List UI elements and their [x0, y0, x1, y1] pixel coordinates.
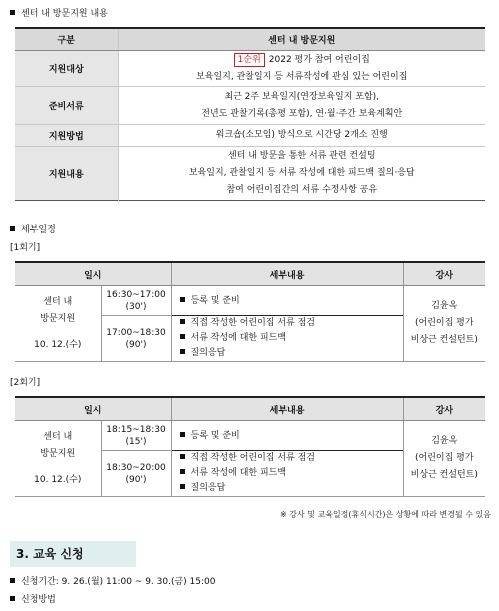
content-line: 센터 내 방문을 통한 서류 관련 컨설팅: [227, 151, 376, 161]
table-row: [15, 125, 485, 147]
square-bullet-icon: [180, 432, 185, 437]
section-heading-text: 세부일정: [21, 225, 56, 235]
detail-items: [171, 286, 403, 316]
row-label: 준비서류: [15, 87, 118, 125]
schedule-header-datetime: 일시: [15, 262, 171, 286]
content-line: 보육일지, 관찰일지 등 서류작성에 관심 있는 어린이집: [196, 71, 408, 82]
schedule-header-details: 세부내용: [171, 262, 403, 286]
place-line: 방문지원: [40, 313, 76, 324]
list-item-text: 등록 및 준비: [190, 430, 240, 441]
detail-items: [171, 451, 403, 497]
schedule-place-date: [15, 421, 101, 497]
lecturer-title: 비상근 컨설턴트): [410, 470, 478, 480]
time-slot: [101, 451, 171, 497]
lecturer-name: 김윤옥: [431, 436, 458, 446]
row-content: [118, 147, 485, 201]
time-slot: [101, 421, 171, 451]
list-item: [180, 294, 403, 308]
schedule-date: 10. 12.(수): [34, 339, 82, 350]
list-item: [180, 466, 403, 481]
list-item-text: 질의응답: [190, 483, 226, 493]
table-row: [15, 87, 485, 125]
list-item-text: 직접 작성한 어린이집 서류 점검: [190, 318, 315, 328]
square-bullet-icon: [180, 484, 185, 489]
square-bullet-icon: [10, 596, 15, 601]
apply-period-text: 신청기간: 9. 26.(월) 11:00 ~ 9. 30.(금) 15:00: [21, 577, 216, 587]
section-heading-apply: 3. 교육 신청: [10, 541, 136, 567]
duration: (90'): [125, 474, 147, 485]
section-heading-visit-support: [10, 6, 108, 19]
lecturer-title: (어린이집 평가: [414, 453, 474, 463]
list-item: [180, 481, 403, 496]
row-label: 지원방법: [15, 125, 118, 147]
detail-items: [171, 421, 403, 451]
table-row: [15, 421, 485, 451]
list-item: [180, 451, 403, 466]
time-range: 16:30~17:00: [106, 289, 166, 300]
square-bullet-icon: [180, 297, 185, 302]
priority-badge: 1순위: [234, 53, 265, 67]
square-bullet-icon: [10, 226, 15, 231]
schedule-table-round1: [15, 261, 485, 362]
apply-method: [10, 592, 56, 605]
square-bullet-icon: [180, 349, 185, 354]
lecturer-cell: [403, 421, 485, 497]
square-bullet-icon: [180, 454, 185, 459]
place-line: 센터 내: [43, 431, 73, 442]
time-range: 18:30~20:00: [106, 462, 166, 473]
content-line: 보육일지, 관찰일지 등 서류 작성에 대한 피드백 질의·응답: [188, 168, 415, 178]
schedule-note: ※ 강사 및 교육일정(휴식시간)은 상황에 따라 변경될 수 있음: [279, 510, 491, 519]
duration: (90'): [125, 339, 147, 350]
row-content: [118, 125, 485, 147]
apply-period: [10, 574, 215, 587]
section-heading-schedule: [10, 222, 56, 235]
content-line: 워크숍(소모임) 방식으로 시간당 2개소 진행: [215, 130, 388, 140]
time-slot: [101, 286, 171, 316]
schedule-place-date: [15, 286, 101, 362]
content-line: 최근 2주 보육일지(연장보육일지 포함),: [224, 91, 380, 102]
square-bullet-icon: [10, 10, 15, 15]
content-line: 전년도 관찰기록(총평 포함), 연·월·주간 보육계획안: [201, 108, 403, 119]
schedule-header-details: 세부내용: [171, 397, 403, 421]
list-item: [180, 429, 403, 443]
place-line: 방문지원: [40, 448, 76, 459]
table-row: [15, 51, 485, 87]
square-bullet-icon: [180, 334, 185, 339]
row-content: [118, 51, 485, 87]
square-bullet-icon: [180, 319, 185, 324]
list-item-text: 직접 작성한 어린이집 서류 점검: [190, 453, 315, 463]
round-label: [2회기]: [10, 378, 41, 388]
row-label: 지원대상: [15, 51, 118, 87]
schedule-date: 10. 12.(수): [34, 474, 82, 485]
list-item: [180, 331, 403, 346]
duration: (15'): [125, 436, 147, 447]
lecturer-cell: [403, 286, 485, 362]
content-line: 참여 어린이집간의 서류 수정사항 공유: [226, 185, 378, 195]
list-item: [180, 316, 403, 331]
schedule-header-lecturer: 강사: [403, 397, 485, 421]
table-header-category: 구분: [15, 28, 118, 51]
time-range: 18:15~18:30: [106, 424, 166, 435]
row-content: [118, 87, 485, 125]
section-heading-text: 센터 내 방문지원 내용: [21, 9, 108, 19]
detail-items: [171, 316, 403, 362]
square-bullet-icon: [180, 469, 185, 474]
lecturer-title: (어린이집 평가: [414, 318, 474, 328]
table-header-visit-support: 센터 내 방문지원: [118, 28, 485, 51]
schedule-header-datetime: 일시: [15, 397, 171, 421]
row-label: 지원내용: [15, 147, 118, 201]
schedule-header-lecturer: 강사: [403, 262, 485, 286]
table-row: [15, 147, 485, 201]
duration: (30'): [125, 301, 147, 312]
schedule-table-round2: [15, 396, 485, 497]
visit-support-table: [15, 27, 485, 201]
square-bullet-icon: [10, 578, 15, 583]
content-line: 2022 평가 참여 어린이집: [268, 54, 370, 65]
place-line: 센터 내: [43, 296, 73, 307]
list-item-text: 질의응답: [190, 348, 226, 358]
list-item-text: 등록 및 준비: [190, 295, 240, 306]
time-range: 17:00~18:30: [106, 327, 166, 338]
lecturer-name: 김윤옥: [431, 301, 458, 311]
lecturer-title: 비상근 컨설턴트): [410, 335, 478, 345]
round-label: [1회기]: [10, 243, 41, 253]
list-item-text: 서류 작성에 대한 피드백: [190, 333, 287, 343]
apply-method-text: 신청방법: [21, 595, 56, 605]
time-slot: [101, 316, 171, 362]
table-row: [15, 286, 485, 316]
list-item: [180, 346, 403, 361]
list-item-text: 서류 작성에 대한 피드백: [190, 468, 287, 478]
